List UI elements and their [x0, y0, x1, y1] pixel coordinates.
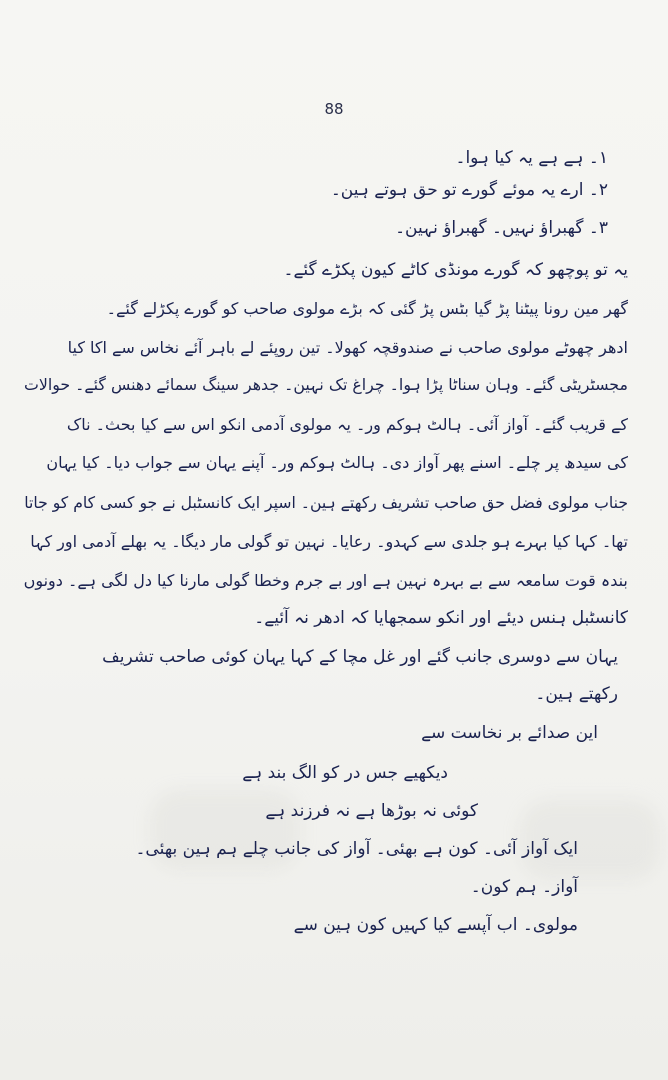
verse-line: کوئی نہ بوڑھا ہے نہ فرزند ہے [265, 801, 478, 821]
text-line: کے قریب گئے۔ آواز آئی۔ ہالٹ ہوکم ور۔ یہ مولوی آدمی انکو اس سے کیا بحث۔ ناک [66, 415, 628, 434]
text-line: آواز۔ ہم کون۔ [470, 877, 578, 897]
text-line: جناب مولوی فضل حق صاحب تشریف رکھتے ہین۔ اسپر ایک کانسٹبل نے جو کسی کام کو جاتا [24, 493, 628, 512]
text-line: ایک آواز آئی۔ کون ہے بھئی۔ آواز کی جانب چلے ہم ہین بھئی۔ [135, 839, 578, 859]
text-line: یہان سے دوسری جانب گئے اور غل مچا کے کہا یہان کوئی صاحب تشریف [102, 647, 618, 667]
text-line: رکھتے ہین۔ [535, 684, 618, 704]
text-line: ٢۔ ارے یہ موئے گورے تو حق ہوتے ہین۔ [330, 180, 608, 200]
text-line: گھر مین رونا پیٹنا پڑ گیا بٹس پڑ گئی کہ بڑے مولوی صاحب کو گورے پکڑلے گئے۔ [106, 299, 628, 318]
text-line: ادھر چھوٹے مولوی صاحب نے صندوقچہ کھولا۔ تین روپئے لے باہر آئے نخاس سے اکا کیا [67, 338, 628, 357]
text-line: تھا۔ کہا کیا بہرے ہو جلدی سے کہدو۔ رعایا۔ نہین تو گولی مار دیگا۔ یہ بھلے آدمی اور کہا [30, 532, 628, 551]
text-line: بندہ قوت سامعہ سے بے بہرہ نہین ہے اور بے جرم وخطا گولی مارنا کیا دل لگی ہے۔ دونوں [23, 571, 628, 590]
text-line: ٣۔ گھبراؤ نہیں۔ گھبراؤ نہین۔ [395, 218, 608, 238]
text-line: کی سیدھ پر چلے۔ اسنے پھر آواز دی۔ ہالٹ ہوکم ور۔ آپنے یہان سے جواب دیا۔ کیا یہان [46, 453, 628, 472]
text-line: کانسٹبل ہنس دیئے اور انکو سمجھایا کہ ادھر نہ آئیے۔ [254, 608, 628, 628]
text-line: مجسٹریٹی گئے۔ وہان سناٹا پڑا ہوا۔ چراغ تک نہین۔ جدھر سینگ سمائے دھنس گئے۔ حوالات [23, 375, 628, 394]
text-line: ١۔ ہے ہے یہ کیا ہوا۔ [455, 148, 608, 168]
text-line: مولوی۔ اب آپسے کیا کہیں کون ہین سے [293, 915, 578, 935]
page-number: 88 [324, 100, 344, 118]
text-line: یہ تو پوچھو کہ گورے مونڈی کاٹے کیون پکڑے گئے۔ [283, 260, 628, 280]
text-line: این صدائے بر نخاست سے [421, 723, 598, 743]
verse-line: دیکھیے جس در کو الگ بند ہے [242, 763, 448, 783]
